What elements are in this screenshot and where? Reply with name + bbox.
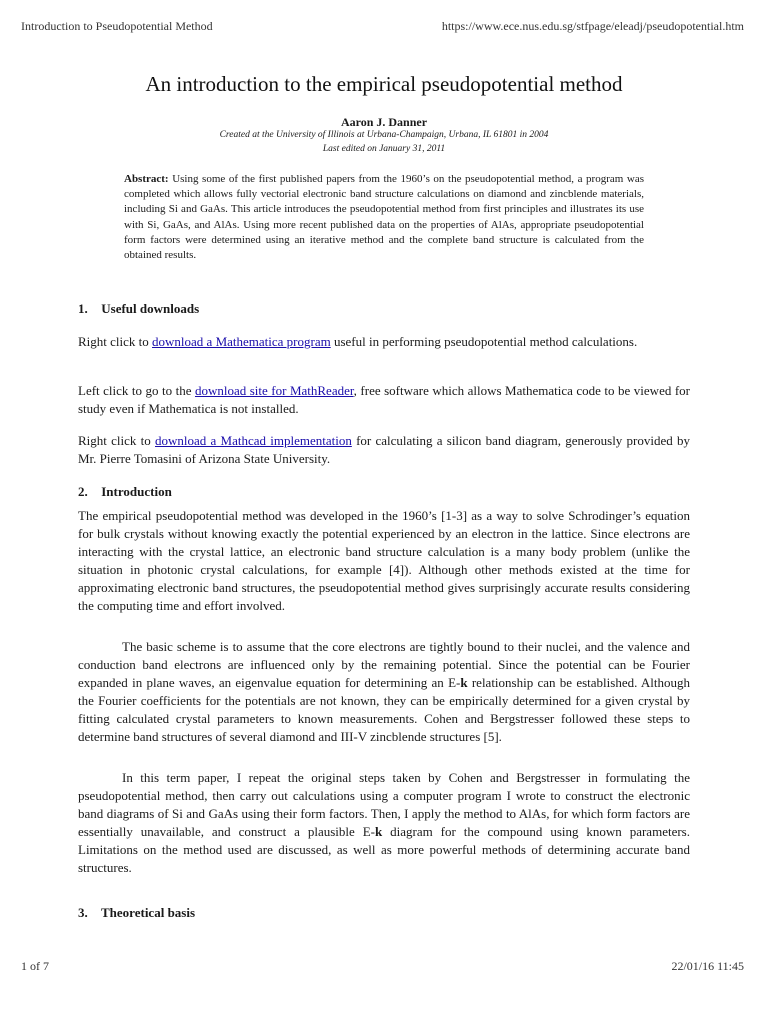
page-counter: 1 of 7 [21,959,49,973]
mathreader-site-link[interactable]: download site for MathReader [194,383,354,398]
mathcad-implementation-link[interactable]: download a Mathcad implementation [155,433,352,448]
intro-paragraph-1: The empirical pseudopotential method was developed in the 1960’s [1-3] as a way to solve Schrodinger’s equation for bulk crystals without knowing exactly the potential experienced by an electron in the lattice. Since electrons are interacting with the crystal lattice, an electronic band structure calculation is a many body problem (unlike the situation in photonic crystal calculations, for example [4]). Although other methods existed at the time for approximating electronic band structures, the pseudopotential method gives surprisingly accurate results considering the computing time and effort involved. [78,508,690,613]
paragraph-text: relationship can be established. Although the Fourier coefficients for the potentials are not known, they can be empirically determined for a given crystal by fitting calculated crystal parameters to known measurements. Cohen and Bergstresser followed these steps to determine band structures of several diamond and III-V zincblende structures [5]. [78,675,690,744]
abstract [124,172,644,263]
download-text: useful in performing pseudopotential method calculations. [330,334,638,349]
abstract-label: Abstract: [124,173,169,185]
section-heading-theoretical-basis [78,905,195,921]
section-title: Introduction [101,484,172,499]
paragraph-text: In this term paper, I repeat the original steps taken by Cohen and Bergstresser in formulating the pseudopotential method, then carry out calculations using a computer program I wrote to construct the electronic band diagrams of Si and GaAs using their form factors. Then, I apply the method to AlAs, for which form factors are essentially unavailable, and construct a plausible [78,770,690,839]
download-item-mathreader [78,382,690,418]
download-text: Right click to [78,433,155,448]
section-heading-introduction [78,484,172,500]
download-text: for calculating a silicon band diagram, generously provided by Mr. Pierre Tomasini of Arizona State University. [78,433,690,466]
print-datetime: 22/01/16 11:45 [671,959,744,973]
download-text: Right click to [78,334,153,349]
browser-page-title: Introduction to Pseudopotential Method [21,19,213,33]
download-item-mathematica [78,333,690,351]
intro-paragraph-2 [78,638,690,746]
mathematica-program-link[interactable]: download a Mathematica program [152,334,331,349]
article-title: An introduction to the empirical pseudopotential method [145,72,623,96]
browser-page-url: https://www.ece.nus.edu.sg/stfpage/eleadj/pseudopotential.htm [441,19,744,33]
author-name: Aaron J. Danner [340,115,428,129]
section-number: 1. [78,301,88,316]
section-number: 2. [78,484,88,499]
section-heading-downloads [78,301,199,317]
section-number: 3. [78,905,88,920]
download-text: , free software which allows Mathematica code to be viewed for study even if Mathematica is not installed. [78,383,690,416]
paragraph-text: The basic scheme is to assume that the core electrons are tightly bound to their nuclei, and the valence and conduction band electrons are influenced only by the remaining potential. Since the potential can be Fourier expanded in plane waves, an eigenvalue equation for determining an [78,639,690,690]
section-title: Useful downloads [101,301,200,316]
edited-note: Last edited on January 31, 2011 [322,144,446,154]
download-item-mathcad [78,432,690,468]
abstract-text: Using some of the first published papers from the 1960’s on the pseudopotential method, a program was completed which allows fully vectorial electronic band structure calculations on diamond and zincblende materials, including Si and GaAs. This article introduces the pseudopotential method from first principles and illustrates its use with Si, GaAs, and AlAs. Using more recent published data on the properties of AlAs, appropriate pseudopotential form factors were determined using an iterative method and the complete band structure is calculated from the obtained results. [124,173,644,262]
created-note: Created at the University of Illinois at Urbana-Champaign, Urbana, IL 61801 in 2004 [219,130,549,140]
paragraph-text: diagram for the compound using known parameters. Limitations on the method used are discussed, as well as more powerful methods of determining accurate band structures. [78,824,690,875]
download-text: Left click to go to the [78,383,195,398]
section-title: Theoretical basis [101,905,196,920]
ek-symbol-e: E- [448,675,461,690]
ek-symbol-k: k [374,824,383,839]
intro-paragraph-3 [78,769,690,877]
ek-symbol-k: k [460,675,468,690]
ek-symbol-e: E- [362,824,375,839]
